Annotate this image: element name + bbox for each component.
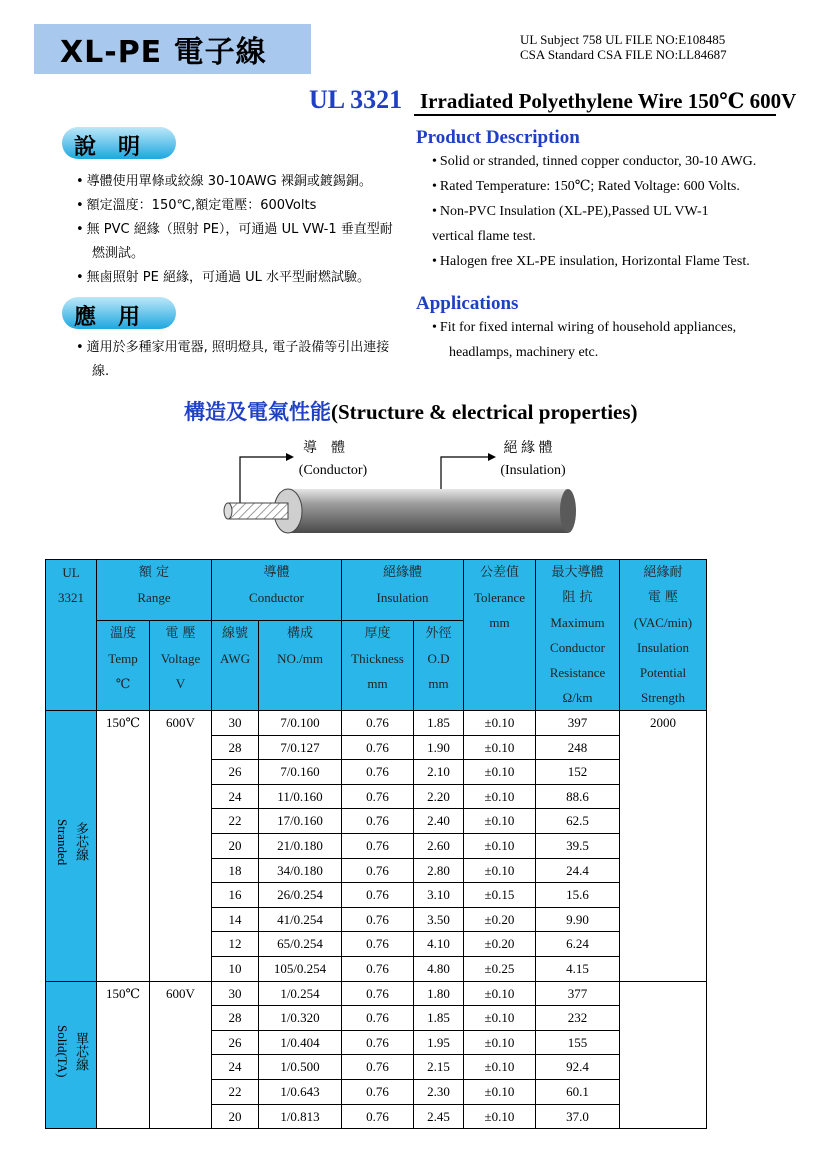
thickness-cell: 0.76 (342, 833, 414, 858)
tolerance-cell: ±0.10 (464, 1030, 536, 1055)
list-item: • 導體使用單條或絞線 30-10AWG 裸銅或鍍錫銅。 (76, 174, 393, 190)
construction-cell: 21/0.180 (259, 833, 342, 858)
header-no: 構成 NO./mm (259, 620, 342, 710)
tolerance-cell: ±0.25 (464, 956, 536, 981)
strength-cell: 2000 (620, 711, 707, 982)
awg-cell: 24 (212, 784, 259, 809)
tolerance-cell: ±0.10 (464, 760, 536, 785)
structure-title: 構造及電氣性能(Structure & electrical properties) (184, 400, 638, 424)
thickness-cell: 0.76 (342, 932, 414, 957)
construction-cell: 41/0.254 (259, 907, 342, 932)
list-item: vertical flame test. (432, 229, 536, 244)
insulation-label-en: (Insulation) (500, 463, 566, 478)
header-tolerance: 公差值 Tolerance mm (464, 560, 536, 711)
construction-cell: 1/0.813 (259, 1104, 342, 1129)
tolerance-cell: ±0.10 (464, 735, 536, 760)
construction-cell: 7/0.160 (259, 760, 342, 785)
awg-cell: 30 (212, 981, 259, 1006)
tolerance-cell: ±0.20 (464, 907, 536, 932)
conductor-label-cn: 導 體 (303, 441, 345, 456)
construction-cell: 26/0.254 (259, 883, 342, 908)
od-cell: 2.20 (414, 784, 464, 809)
wire-diagram (210, 445, 590, 540)
od-cell: 4.10 (414, 932, 464, 957)
od-cell: 2.40 (414, 809, 464, 834)
header-resistance: 最大導體 阻 抗 Maximum Conductor Resistance Ω/km (536, 560, 620, 711)
header-od: 外徑 O.D mm (414, 620, 464, 710)
od-cell: 2.45 (414, 1104, 464, 1129)
ul-file-number: UL Subject 758 UL FILE NO:E108485 (520, 32, 726, 47)
tolerance-cell: ±0.10 (464, 809, 536, 834)
od-cell: 4.80 (414, 956, 464, 981)
list-item: • 適用於多種家用電器, 照明燈具, 電子設備等引出連接 (76, 340, 389, 356)
od-cell: 1.95 (414, 1030, 464, 1055)
title-banner (34, 24, 311, 74)
temp-cell: 150℃ (97, 711, 150, 982)
awg-cell: 22 (212, 1079, 259, 1104)
od-cell: 1.90 (414, 735, 464, 760)
resistance-cell: 37.0 (536, 1104, 620, 1129)
od-cell: 1.80 (414, 981, 464, 1006)
construction-cell: 34/0.180 (259, 858, 342, 883)
resistance-cell: 4.15 (536, 956, 620, 981)
awg-cell: 22 (212, 809, 259, 834)
description-cn-heading: 說 明 (62, 127, 176, 159)
tolerance-cell: ±0.15 (464, 883, 536, 908)
od-cell: 2.80 (414, 858, 464, 883)
voltage-cell: 600V (150, 981, 212, 1129)
tolerance-cell: ±0.10 (464, 981, 536, 1006)
od-cell: 2.15 (414, 1055, 464, 1080)
conductor-label-en: (Conductor) (298, 463, 368, 478)
construction-cell: 1/0.404 (259, 1030, 342, 1055)
thickness-cell: 0.76 (342, 1104, 414, 1129)
tolerance-cell: ±0.10 (464, 1079, 536, 1104)
thickness-cell: 0.76 (342, 956, 414, 981)
awg-cell: 26 (212, 760, 259, 785)
resistance-cell: 62.5 (536, 809, 620, 834)
header-insulation: 絕緣體 Insulation (342, 560, 464, 621)
description-cn-list (76, 174, 393, 286)
resistance-cell: 15.6 (536, 883, 620, 908)
application-cn-list (76, 340, 389, 380)
header-temp: 溫度 Temp ℃ (97, 620, 150, 710)
list-item: 燃測試。 (92, 246, 145, 261)
construction-cell: 17/0.160 (259, 809, 342, 834)
awg-cell: 20 (212, 833, 259, 858)
awg-cell: 18 (212, 858, 259, 883)
awg-cell: 28 (212, 1006, 259, 1031)
insulation-label-cn: 絕 緣 體 (503, 441, 553, 456)
resistance-cell: 6.24 (536, 932, 620, 957)
table-row (46, 981, 707, 1006)
list-item: • 額定溫度：150℃,額定電壓：600Volts (76, 198, 393, 214)
thickness-cell: 0.76 (342, 858, 414, 883)
list-item: • Halogen free XL-PE insulation, Horizontal Flame Test. (432, 253, 756, 270)
od-cell: 1.85 (414, 711, 464, 736)
construction-cell: 1/0.643 (259, 1079, 342, 1104)
list-item: • 無 PVC 絕緣（照射 PE），可通過 UL VW-1 垂直型耐 (76, 222, 393, 238)
resistance-cell: 88.6 (536, 784, 620, 809)
application-cn-heading: 應 用 (62, 297, 176, 329)
construction-cell: 7/0.100 (259, 711, 342, 736)
list-item: 線. (92, 364, 110, 379)
thickness-cell: 0.76 (342, 1079, 414, 1104)
thickness-cell: 0.76 (342, 735, 414, 760)
resistance-cell: 232 (536, 1006, 620, 1031)
construction-cell: 1/0.500 (259, 1055, 342, 1080)
od-cell: 3.50 (414, 907, 464, 932)
tolerance-cell: ±0.10 (464, 711, 536, 736)
tolerance-cell: ±0.10 (464, 858, 536, 883)
awg-cell: 30 (212, 711, 259, 736)
list-item: • Rated Temperature: 150℃; Rated Voltage: 600 Volts. (432, 178, 756, 195)
resistance-cell: 39.5 (536, 833, 620, 858)
header-range: 額 定 Range (97, 560, 212, 621)
conductor-shape (228, 503, 288, 519)
construction-cell: 105/0.254 (259, 956, 342, 981)
awg-cell: 16 (212, 883, 259, 908)
tolerance-cell: ±0.10 (464, 1104, 536, 1129)
tolerance-cell: ±0.20 (464, 932, 536, 957)
tolerance-cell: ±0.10 (464, 833, 536, 858)
awg-cell: 26 (212, 1030, 259, 1055)
thickness-cell: 0.76 (342, 711, 414, 736)
awg-cell: 28 (212, 735, 259, 760)
list-item: • Fit for fixed internal wiring of household appliances, (432, 319, 736, 336)
resistance-cell: 155 (536, 1030, 620, 1055)
list-item: headlamps, machinery etc. (449, 345, 599, 360)
product-subtitle: Irradiated Polyethylene Wire 150℃ 600V (420, 89, 797, 113)
table-row (46, 711, 707, 736)
application-en-heading: Applications (416, 293, 519, 314)
list-item: • Solid or stranded, tinned copper conductor, 30-10 AWG. (432, 153, 756, 170)
thickness-cell: 0.76 (342, 784, 414, 809)
tolerance-cell: ±0.10 (464, 1006, 536, 1031)
header-strength: 絕緣耐 電 壓 (VAC/min) Insulation Potential Strength (620, 560, 707, 711)
construction-cell: 1/0.254 (259, 981, 342, 1006)
resistance-cell: 248 (536, 735, 620, 760)
resistance-cell: 92.4 (536, 1055, 620, 1080)
group-label: 單芯線 Solid(TA) (46, 981, 97, 1129)
voltage-cell: 600V (150, 711, 212, 982)
insulation-shape (288, 489, 568, 533)
description-en-heading: Product Description (416, 127, 580, 148)
awg-cell: 24 (212, 1055, 259, 1080)
model-number: UL 3321 (309, 85, 403, 114)
resistance-cell: 9.90 (536, 907, 620, 932)
thickness-cell: 0.76 (342, 1055, 414, 1080)
application-en-list (432, 319, 736, 361)
thickness-cell: 0.76 (342, 1006, 414, 1031)
header-ul: UL 3321 (46, 560, 97, 711)
awg-cell: 14 (212, 907, 259, 932)
construction-cell: 7/0.127 (259, 735, 342, 760)
resistance-cell: 24.4 (536, 858, 620, 883)
od-cell: 1.85 (414, 1006, 464, 1031)
od-cell: 2.30 (414, 1079, 464, 1104)
resistance-cell: 377 (536, 981, 620, 1006)
temp-cell: 150℃ (97, 981, 150, 1129)
group-label: 多芯線 Stranded (46, 711, 97, 982)
header-awg: 線號 AWG (212, 620, 259, 710)
construction-cell: 65/0.254 (259, 932, 342, 957)
od-cell: 2.60 (414, 833, 464, 858)
construction-cell: 1/0.320 (259, 1006, 342, 1031)
tolerance-cell: ±0.10 (464, 1055, 536, 1080)
awg-cell: 12 (212, 932, 259, 957)
thickness-cell: 0.76 (342, 883, 414, 908)
resistance-cell: 152 (536, 760, 620, 785)
header-conductor: 導體 Conductor (212, 560, 342, 621)
od-cell: 3.10 (414, 883, 464, 908)
awg-cell: 10 (212, 956, 259, 981)
thickness-cell: 0.76 (342, 1030, 414, 1055)
header-voltage: 電 壓 Voltage V (150, 620, 212, 710)
thickness-cell: 0.76 (342, 760, 414, 785)
thickness-cell: 0.76 (342, 809, 414, 834)
description-en-list (432, 153, 756, 270)
properties-table (45, 559, 707, 1129)
od-cell: 2.10 (414, 760, 464, 785)
header-thickness: 厚度 Thickness mm (342, 620, 414, 710)
thickness-cell: 0.76 (342, 981, 414, 1006)
list-item: • 無鹵照射 PE 絕緣，可通過 UL 水平型耐燃試驗。 (76, 270, 393, 286)
resistance-cell: 60.1 (536, 1079, 620, 1104)
list-item: • Non-PVC Insulation (XL-PE),Passed UL VW-1 (432, 203, 756, 220)
construction-cell: 11/0.160 (259, 784, 342, 809)
page-title: XL-PE 電子線 (60, 35, 267, 70)
title-underline (414, 114, 776, 116)
csa-file-number: CSA Standard CSA FILE NO:LL84687 (520, 47, 727, 62)
resistance-cell: 397 (536, 711, 620, 736)
thickness-cell: 0.76 (342, 907, 414, 932)
strength-cell (620, 981, 707, 1129)
tolerance-cell: ±0.10 (464, 784, 536, 809)
awg-cell: 20 (212, 1104, 259, 1129)
